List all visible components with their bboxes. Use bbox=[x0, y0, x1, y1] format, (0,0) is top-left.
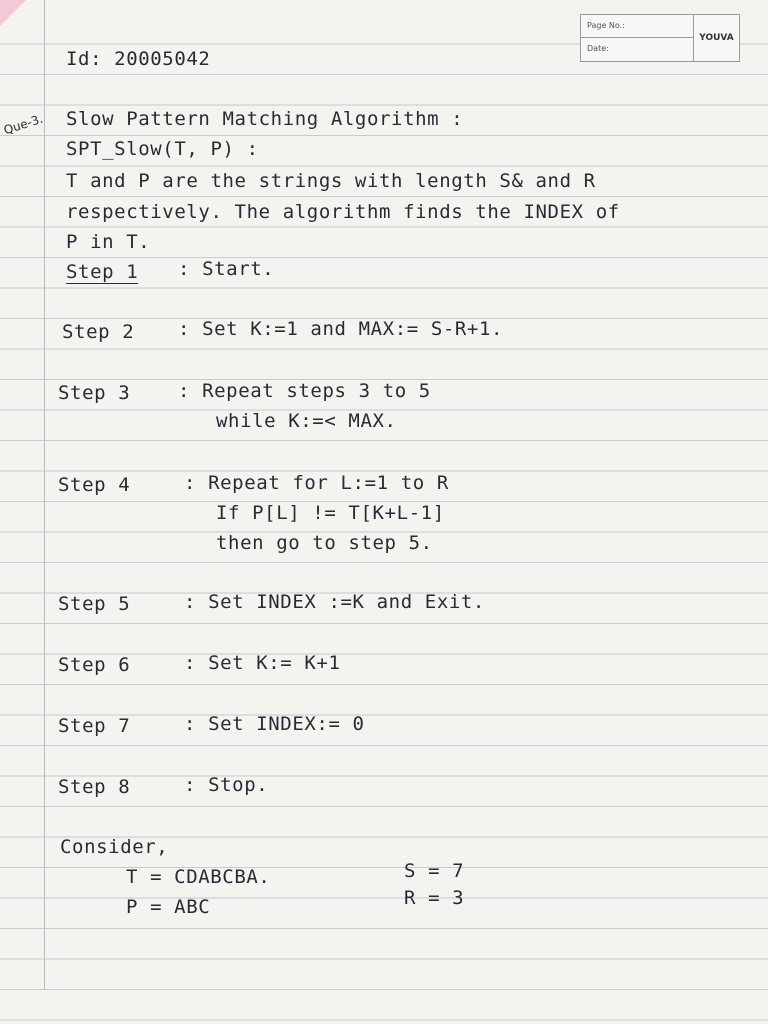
step-text: : Start. bbox=[178, 258, 275, 280]
step-label: Step 1 bbox=[66, 261, 139, 283]
consider-heading: Consider, bbox=[60, 836, 169, 858]
step-label: Step 6 bbox=[58, 654, 131, 676]
description-line: respectively. The algorithm finds the INDEX of bbox=[66, 201, 620, 223]
description-line: T and P are the strings with length S& and R bbox=[66, 170, 596, 192]
step-text: : Set K:=1 and MAX:= S-R+1. bbox=[178, 318, 504, 340]
step-label: Step 3 bbox=[58, 382, 131, 404]
step-text: : Set K:= K+1 bbox=[184, 652, 341, 674]
page-header-box bbox=[580, 14, 740, 62]
step-text: : Repeat steps 3 to 5 bbox=[178, 380, 431, 402]
length-s: S = 7 bbox=[404, 860, 465, 882]
step-continuation: while K:=< MAX. bbox=[216, 410, 397, 432]
step-continuation: then go to step 5. bbox=[216, 532, 433, 554]
length-r: R = 3 bbox=[404, 887, 465, 909]
string-p: P = ABC bbox=[126, 896, 211, 918]
step-label: Step 8 bbox=[58, 776, 131, 798]
step-continuation: If P[L] != T[K+L-1] bbox=[216, 502, 445, 524]
string-t: T = CDABCBA. bbox=[126, 866, 271, 888]
question-label: Que-3. bbox=[2, 111, 45, 138]
step-text: : Repeat for L:=1 to R bbox=[184, 472, 449, 494]
step-text: : Stop. bbox=[184, 774, 269, 796]
step-label: Step 5 bbox=[58, 593, 131, 615]
page-corner-tab bbox=[0, 0, 26, 26]
margin-line bbox=[44, 0, 45, 990]
page-no-field: Page No.: bbox=[581, 15, 693, 38]
student-id: Id: 20005042 bbox=[66, 48, 211, 70]
function-signature: SPT_Slow(T, P) : bbox=[66, 138, 259, 160]
step-label: Step 7 bbox=[58, 715, 131, 737]
step-text: : Set INDEX :=K and Exit. bbox=[184, 591, 485, 613]
date-field: Date: bbox=[587, 44, 609, 53]
description-line: P in T. bbox=[66, 231, 151, 253]
step-text: : Set INDEX:= 0 bbox=[184, 713, 365, 735]
page-title: Slow Pattern Matching Algorithm : bbox=[66, 108, 464, 130]
step-label: Step 2 bbox=[62, 321, 135, 343]
step-label: Step 4 bbox=[58, 474, 131, 496]
brand-logo: YOUVA bbox=[699, 33, 734, 43]
